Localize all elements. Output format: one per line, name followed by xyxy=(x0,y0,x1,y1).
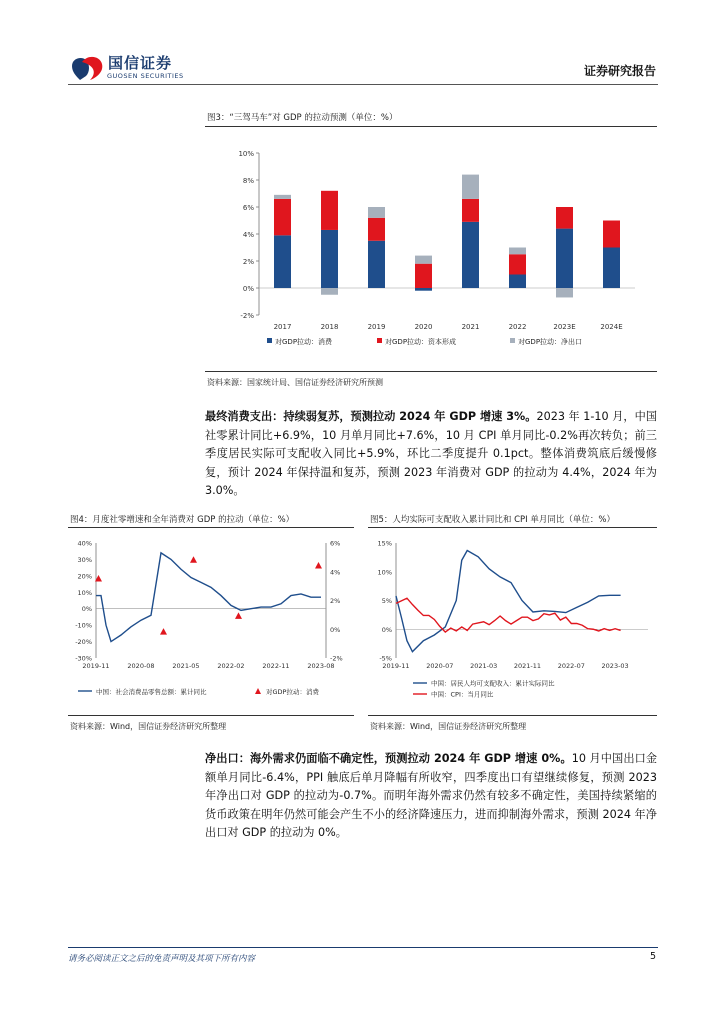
figure4-top-rule xyxy=(68,527,354,528)
figure4-title: 图4：月度社零增速和全年消费对 GDP 的拉动（单位：%） xyxy=(70,515,295,525)
fig4-point-consumption-contribution xyxy=(315,562,322,569)
fig3-bar-2019 xyxy=(368,241,385,288)
fig5-x-tick-label: 2021-11 xyxy=(513,662,542,670)
figure5-chart xyxy=(368,533,657,703)
fig3-legend-label: 对GDP拉动：消费 xyxy=(275,338,333,346)
figure3-bottom-rule xyxy=(205,371,657,372)
paragraph-consumption-body: 2023 年 1-10 月，中国社零累计同比+6.9%，10 月单月同比+7.6%，10 月 CPI 单月同比-0.2%再次转负；前三季度居民实际可支配收入同比+5.9%，环比二季度提升 0.1pct。整体消费筑底后缓慢修复，预计 2024 年保持温和复苏，预测 2023 年消费对 GDP 的拉动为 4.4%，2024 年为 3.0%。 xyxy=(205,410,658,498)
fig3-bar-2019 xyxy=(368,207,385,218)
fig4-left-tick-label: 20% xyxy=(77,572,92,581)
fig3-bar-2018 xyxy=(321,288,338,295)
fig5-x-tick-label: 2019-11 xyxy=(382,662,410,670)
fig3-x-tick-label: 2019 xyxy=(367,323,386,331)
fig3-x-tick-label: 2017 xyxy=(273,323,292,331)
fig3-legend-label: 对GDP拉动：净出口 xyxy=(518,338,583,346)
fig3-bar-2020 xyxy=(415,288,432,291)
fig3-bar-2019 xyxy=(368,218,385,241)
fig3-x-tick-label: 2024E xyxy=(600,323,623,331)
fig4-right-tick-label: -2% xyxy=(330,654,343,663)
fig3-bar-2017 xyxy=(274,199,291,235)
fig3-bar-2022 xyxy=(509,275,526,289)
header-divider xyxy=(68,84,658,85)
footer-divider xyxy=(68,947,658,948)
paragraph-consumption xyxy=(205,408,657,501)
page-number: 5 xyxy=(649,951,656,962)
fig5-x-tick-label: 2021-03 xyxy=(470,662,498,670)
fig4-x-tick-label: 2019-11 xyxy=(82,662,110,670)
fig3-bar-2021 xyxy=(462,175,479,199)
fig4-left-tick-label: -20% xyxy=(75,638,92,647)
fig5-y-tick-label: -5% xyxy=(379,654,392,663)
fig4-left-tick-label: 40% xyxy=(77,539,92,548)
figure3-source: 资料来源：国家统计局、国信证券经济研究所预测 xyxy=(207,378,383,387)
footer-disclaimer: 请务必阅读正文之后的免责声明及其项下所有内容 xyxy=(68,954,256,964)
fig4-line-retail-sales xyxy=(96,553,321,642)
fig4-legend-label: 对GDP拉动：消费 xyxy=(266,688,319,696)
fig3-bar-2020 xyxy=(415,264,432,288)
fig3-bar-2017 xyxy=(274,195,291,199)
fig3-bar-2021 xyxy=(462,222,479,288)
fig3-legend-swatch xyxy=(267,338,272,343)
fig4-point-consumption-contribution xyxy=(235,612,242,619)
fig4-legend-label: 中国：社会消费品零售总额：累计同比 xyxy=(96,688,207,696)
fig4-right-tick-label: 0% xyxy=(330,625,341,634)
fig4-legend-triangle xyxy=(255,688,261,694)
fig3-bar-2020 xyxy=(415,256,432,264)
fig4-x-tick-label: 2023-08 xyxy=(307,662,335,670)
figure3-chart xyxy=(205,135,657,360)
fig3-y-tick-label: 6% xyxy=(242,204,254,212)
fig5-x-tick-label: 2020-07 xyxy=(426,662,454,670)
figure3-top-rule xyxy=(205,126,657,127)
fig4-left-tick-label: -30% xyxy=(75,654,92,663)
figure5-top-rule xyxy=(368,527,657,528)
fig3-x-tick-label: 2023E xyxy=(553,323,576,331)
fig4-point-consumption-contribution xyxy=(160,628,167,635)
logo-english: GUOSEN SECURITIES xyxy=(107,72,184,80)
fig5-legend-label: 中国：CPI：当月同比 xyxy=(431,690,494,699)
fig3-bar-2024E xyxy=(603,248,620,289)
fig3-bar-2022 xyxy=(509,248,526,255)
figure5-source: 资料来源：Wind，国信证券经济研究所整理 xyxy=(370,722,527,731)
figure4-chart xyxy=(68,533,354,703)
fig3-y-tick-label: -2% xyxy=(240,312,254,320)
logo-chinese: 国信证券 xyxy=(108,54,173,72)
fig3-y-tick-label: 4% xyxy=(242,231,254,239)
fig5-y-tick-label: 15% xyxy=(377,539,392,548)
fig4-x-tick-label: 2022-02 xyxy=(217,662,245,670)
fig4-point-consumption-contribution xyxy=(190,556,197,563)
figure3-title: 图3：“三驾马车”对 GDP 的拉动预测（单位：%） xyxy=(207,113,398,123)
fig5-y-tick-label: 10% xyxy=(377,568,392,577)
fig3-y-tick-label: 10% xyxy=(238,150,254,158)
fig5-y-tick-label: 5% xyxy=(381,597,392,605)
paragraph-net-exports-heading: 净出口：海外需求仍面临不确定性，预测拉动 2024 年 GDP 增速 0%。 xyxy=(205,752,572,765)
fig3-legend-label: 对GDP拉动：资本形成 xyxy=(385,338,457,346)
fig5-line-income xyxy=(396,550,621,651)
fig4-right-tick-label: 6% xyxy=(330,539,341,548)
figure5-title: 图5：人均实际可支配收入累计同比和 CPI 单月同比（单位：%） xyxy=(370,515,615,525)
paragraph-consumption-heading: 最终消费支出：持续弱复苏，预测拉动 2024 年 GDP 增速 3%。 xyxy=(205,410,537,423)
fig3-bar-2023E xyxy=(556,229,573,288)
fig3-bar-2018 xyxy=(321,230,338,288)
fig4-left-tick-label: -10% xyxy=(75,621,92,630)
fig4-x-tick-label: 2022-11 xyxy=(262,662,290,670)
fig5-legend-label: 中国：居民人均可支配收入：累计实际同比 xyxy=(431,679,555,688)
fig4-left-tick-label: 10% xyxy=(77,588,92,597)
fig5-y-tick-label: 0% xyxy=(381,625,392,634)
report-type: 证券研究报告 xyxy=(583,64,656,78)
fig3-x-tick-label: 2021 xyxy=(461,323,480,331)
fig4-x-tick-label: 2020-08 xyxy=(127,662,155,670)
fig3-x-tick-label: 2022 xyxy=(508,323,527,331)
fig5-x-tick-label: 2022-07 xyxy=(557,662,585,670)
fig3-x-tick-label: 2018 xyxy=(320,323,339,331)
fig4-left-tick-label: 30% xyxy=(77,555,92,564)
fig3-bar-2017 xyxy=(274,235,291,288)
figure4-bottom-rule xyxy=(68,715,354,716)
fig3-legend-swatch xyxy=(510,338,515,343)
paragraph-net-exports-body: 10 月中国出口金额单月同比-6.4%，PPI 触底后单月降幅有所收窄，四季度出口有望继续修复，预测 2023 年净出口对 GDP 的拉动为-0.7%。而明年海外需求仍然有较多不确定性，美国持续紧缩的货币政策在明年仍然可能会产生不小的经济降速压力，进而抑制海外需求，预测 2024 年净出口对 GDP 的拉动为 0%。 xyxy=(205,752,658,840)
fig3-y-tick-label: 0% xyxy=(242,285,254,293)
figure5-bottom-rule xyxy=(368,715,657,716)
fig4-right-tick-label: 2% xyxy=(330,597,341,605)
fig3-legend-swatch xyxy=(377,338,382,343)
fig3-bar-2024E xyxy=(603,221,620,248)
fig3-x-tick-label: 2020 xyxy=(414,323,433,331)
fig3-bar-2022 xyxy=(509,254,526,274)
fig3-bar-2018 xyxy=(321,191,338,230)
fig3-bar-2021 xyxy=(462,199,479,222)
fig3-bar-2023E xyxy=(556,207,573,229)
fig4-right-tick-label: 4% xyxy=(330,568,341,577)
fig3-y-tick-label: 2% xyxy=(242,258,254,266)
paragraph-net-exports xyxy=(205,750,657,843)
fig5-x-tick-label: 2023-03 xyxy=(601,662,629,670)
fig4-x-tick-label: 2021-05 xyxy=(172,662,200,670)
fig4-left-tick-label: 0% xyxy=(81,605,92,614)
fig3-y-tick-label: 8% xyxy=(242,177,254,185)
fig3-bar-2023E xyxy=(556,288,573,297)
figure4-source: 资料来源：Wind，国信证券经济研究所整理 xyxy=(70,722,227,731)
